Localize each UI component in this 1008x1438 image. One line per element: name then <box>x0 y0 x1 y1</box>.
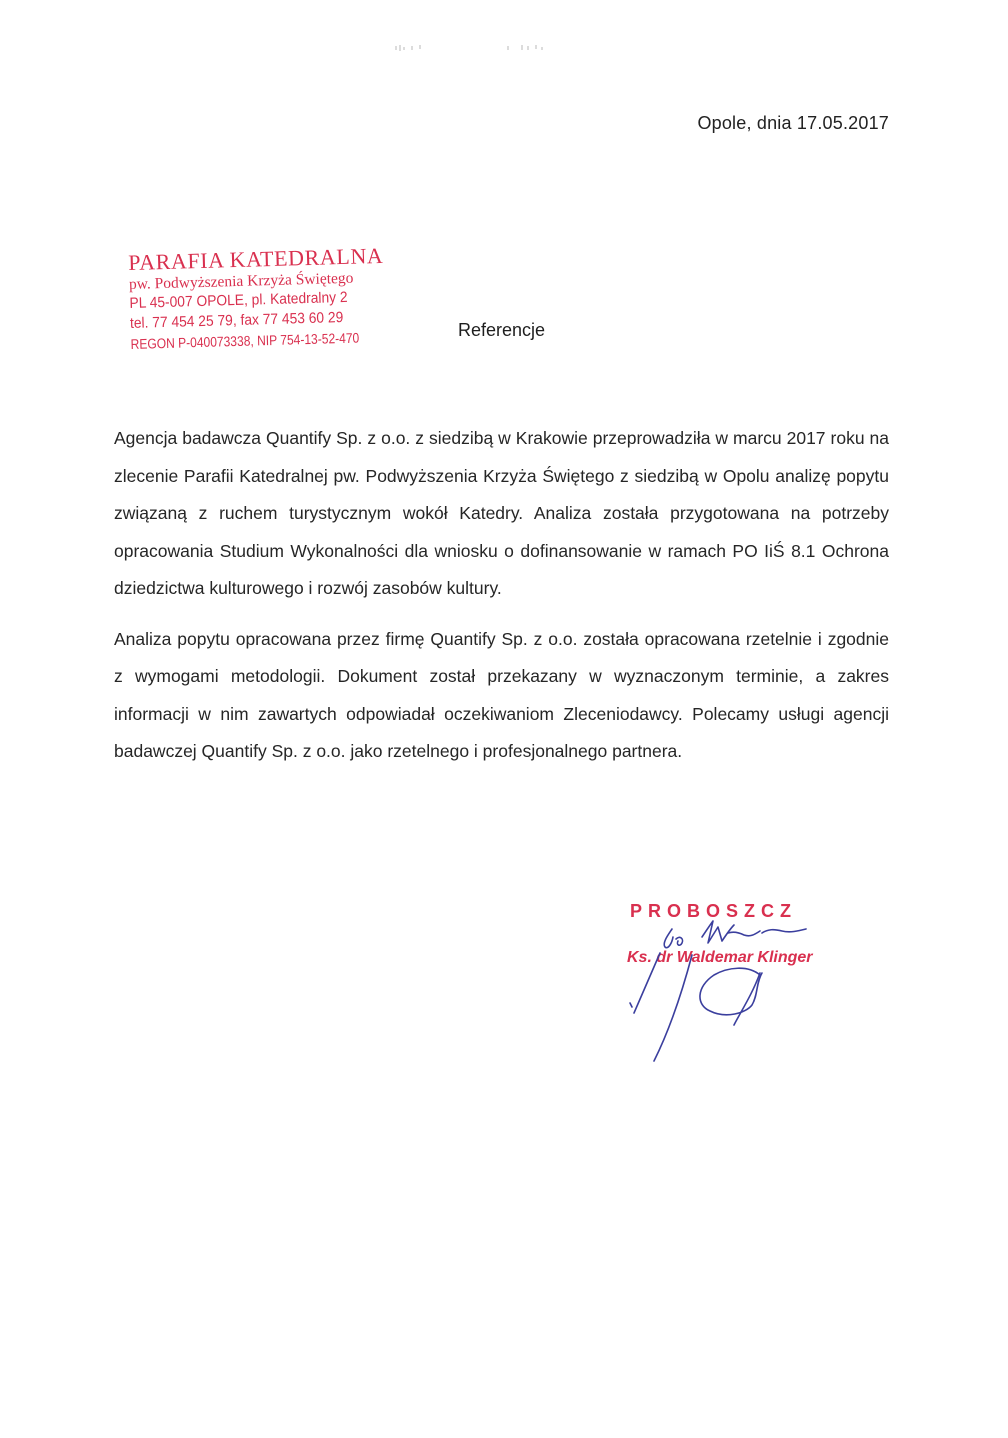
stamp-dedication: pw. Podwyższenia Krzyża Świętego <box>128 269 354 293</box>
document-title: Referencje <box>458 320 546 340</box>
scan-artifact <box>380 40 640 60</box>
letter-date: Opole, dnia 17.05.2017 <box>697 113 889 133</box>
body-paragraph-1: Agencja badawcza Quantify Sp. z o.o. z siedzibą w Krakowie przeprowadziła w marcu 2017 roku na zlecenie Parafii Katedralnej pw. Podwyższenia Krzyża Świętego z siedzibą w Opolu analizę popytu związaną z ruchem turystycznym wokół Katedry. Analiza została przygotowana na potrzeby opracowania Studium Wykonalności dla wniosku o dofinansowanie w ramach PO IiŚ 8.1 Ochrona dziedzictwa kulturowego i rozwój zasobów kultury. <box>114 428 889 598</box>
parish-stamp <box>128 242 421 354</box>
stamp-parish-name: PARAFIA KATEDRALNA <box>128 242 384 275</box>
signature-title: PROBOSZCZ <box>630 901 798 921</box>
handwritten-signature <box>610 895 840 1075</box>
stamp-registry: REGON P-040073338, NIP 754-13-52-470 <box>130 329 360 352</box>
body-paragraph-2: Analiza popytu opracowana przez firmę Quantify Sp. z o.o. została opracowana rzetelnie i zgodnie z wymogami metodologii. Dokument został przekazany w wyznaczonym terminie, a zakres informacji w nim zawartych odpowiadał oczekiwaniom Zleceniodawcy. Polecamy usługi agencji badawczej Quantify Sp. z o.o. jako rzetelnego i profesjonalnego partnera. <box>114 628 889 761</box>
stamp-address: PL 45-007 OPOLE, pl. Katedralny 2 <box>129 288 348 312</box>
letter-body <box>114 420 889 784</box>
signature-block <box>610 895 840 1075</box>
stamp-phone: tel. 77 454 25 79, fax 77 453 60 29 <box>129 309 344 332</box>
signature-printed-name: Ks. dr Waldemar Klinger <box>627 949 813 966</box>
